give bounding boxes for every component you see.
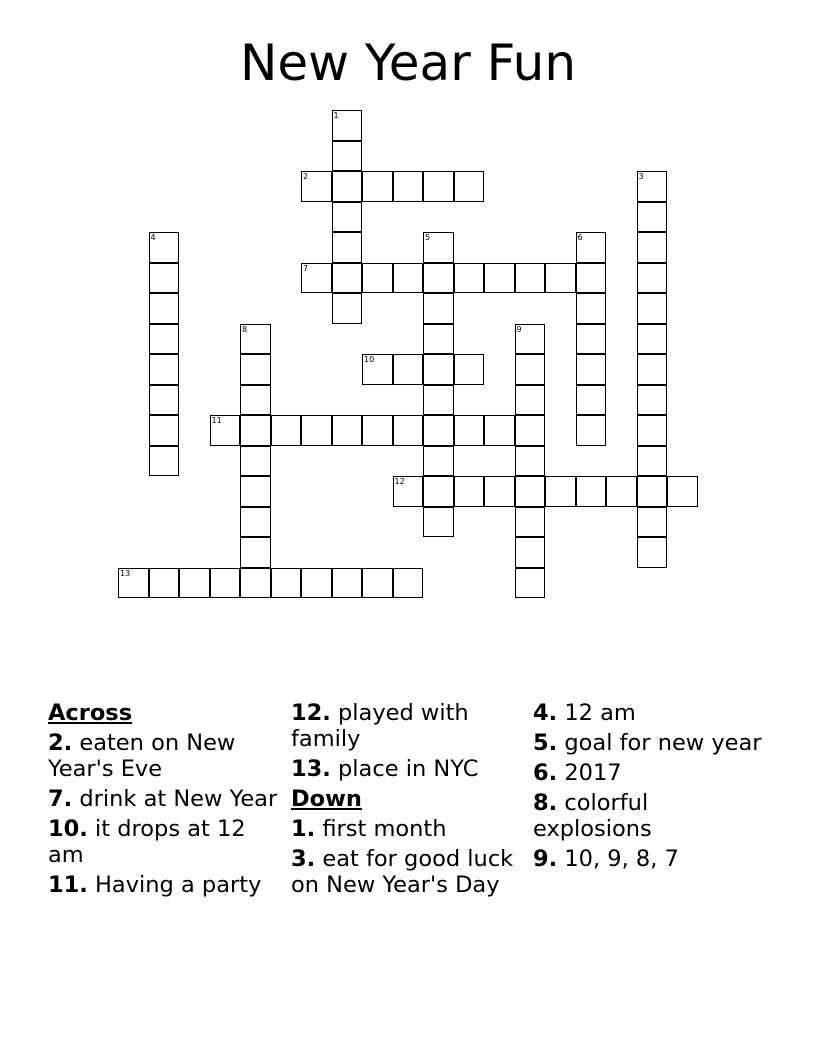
cell-number: 9: [516, 324, 522, 334]
grid-cell[interactable]: [332, 263, 363, 294]
grid-cell[interactable]: [637, 415, 668, 446]
clue-column-1: [48, 700, 278, 902]
grid-cell[interactable]: [515, 385, 546, 416]
clue-down-5: [533, 730, 773, 756]
grid-cell[interactable]: [240, 354, 271, 385]
cell-number: 10: [364, 355, 375, 364]
cell-number: 3: [638, 172, 644, 181]
grid-cell[interactable]: [271, 568, 302, 599]
grid-cell[interactable]: [637, 354, 668, 385]
clue-down-4: [533, 700, 773, 726]
grid-cell[interactable]: [423, 171, 454, 202]
grid-cell[interactable]: [332, 232, 363, 263]
grid-cell[interactable]: [240, 446, 271, 477]
cell-number: 11: [211, 416, 222, 425]
grid-cell[interactable]: [576, 263, 607, 294]
grid-cell[interactable]: [637, 385, 668, 416]
grid-cell[interactable]: [210, 568, 241, 599]
grid-cell[interactable]: [393, 263, 424, 294]
cell-number: 13: [120, 568, 131, 578]
grid-cell[interactable]: [149, 263, 180, 294]
grid-cell[interactable]: [393, 354, 424, 385]
clue-number: 10.: [48, 816, 88, 842]
grid-cell[interactable]: [240, 537, 271, 568]
clue-text: 10, 9, 8, 7: [564, 846, 679, 872]
clue-down-6: [533, 760, 773, 786]
grid-cell[interactable]: [637, 324, 668, 355]
grid-cell[interactable]: [576, 476, 607, 507]
grid-cell[interactable]: [240, 385, 271, 416]
grid-cell[interactable]: [393, 171, 424, 202]
grid-cell[interactable]: [423, 507, 454, 538]
grid-cell[interactable]: [637, 446, 668, 477]
clue-number: 5.: [533, 730, 558, 756]
clue-across-11: [48, 872, 278, 898]
clue-number: 6.: [533, 760, 558, 786]
grid-cell[interactable]: [637, 293, 668, 324]
clue-number: 8.: [533, 790, 558, 816]
grid-cell[interactable]: [545, 263, 576, 294]
cell-number: 5: [425, 233, 431, 242]
grid-cell[interactable]: [210, 415, 241, 446]
cell-number: 8: [242, 324, 248, 334]
clue-text: it drops at 12 am: [48, 816, 246, 868]
grid-cell[interactable]: [332, 415, 363, 446]
clue-across-7: [48, 786, 278, 812]
grid-cell[interactable]: [545, 476, 576, 507]
clue-across-2: [48, 730, 278, 782]
grid-cell[interactable]: [454, 171, 485, 202]
cell-number: 7: [303, 263, 309, 273]
grid-cell[interactable]: [484, 415, 515, 446]
clue-down-3: [291, 846, 521, 898]
grid-cell[interactable]: [515, 415, 546, 446]
clue-text: eaten on New Year's Eve: [48, 730, 236, 782]
grid-cell[interactable]: [149, 354, 180, 385]
grid-cell[interactable]: [515, 354, 546, 385]
grid-cell[interactable]: [393, 415, 424, 446]
clue-number: 4.: [533, 700, 558, 726]
grid-cell[interactable]: [515, 507, 546, 538]
clue-number: 12.: [291, 700, 331, 726]
grid-cell[interactable]: [423, 446, 454, 477]
grid-cell[interactable]: [362, 263, 393, 294]
grid-cell[interactable]: [240, 507, 271, 538]
grid-cell[interactable]: [515, 537, 546, 568]
grid-cell[interactable]: [362, 568, 393, 599]
clue-text: 12 am: [564, 700, 636, 726]
cell-number: 2: [303, 172, 309, 181]
clue-column-3: [533, 700, 773, 876]
puzzle-title: New Year Fun: [239, 34, 577, 92]
clue-number: 3.: [291, 846, 316, 872]
grid-cell[interactable]: [637, 232, 668, 263]
grid-cell[interactable]: [423, 354, 454, 385]
clue-text: Having a party: [95, 872, 262, 898]
grid-cell[interactable]: [637, 202, 668, 233]
clue-number: 7.: [48, 786, 73, 812]
clue-text: colorful explosions: [533, 790, 652, 842]
clue-text: first month: [322, 816, 447, 842]
grid-cell[interactable]: [332, 293, 363, 324]
grid-cell[interactable]: [576, 324, 607, 355]
grid-cell[interactable]: [515, 476, 546, 507]
grid-cell[interactable]: [423, 232, 454, 263]
grid-cell[interactable]: [301, 568, 332, 599]
grid-cell[interactable]: [393, 476, 424, 507]
grid-cell[interactable]: [240, 324, 271, 355]
clue-text: place in NYC: [338, 756, 479, 782]
grid-cell[interactable]: [332, 171, 363, 202]
down-heading: Down: [291, 786, 362, 812]
grid-cell[interactable]: [484, 476, 515, 507]
clue-number: 9.: [533, 846, 558, 872]
grid-cell[interactable]: [362, 415, 393, 446]
grid-cell[interactable]: [454, 263, 485, 294]
clue-text: goal for new year: [564, 730, 762, 756]
grid-cell[interactable]: [149, 385, 180, 416]
grid-cell[interactable]: [454, 476, 485, 507]
grid-cell[interactable]: [332, 110, 363, 141]
grid-cell[interactable]: [271, 415, 302, 446]
clue-number: 11.: [48, 872, 88, 898]
grid-cell[interactable]: [484, 263, 515, 294]
clue-across-10: [48, 816, 278, 868]
grid-cell[interactable]: [515, 263, 546, 294]
grid-cell[interactable]: [423, 263, 454, 294]
grid-cell[interactable]: [576, 354, 607, 385]
grid-cell[interactable]: [240, 476, 271, 507]
grid-cell[interactable]: [423, 415, 454, 446]
grid-cell[interactable]: [301, 263, 332, 294]
grid-cell[interactable]: [667, 476, 698, 507]
grid-cell[interactable]: [576, 232, 607, 263]
clue-number: 13.: [291, 756, 331, 782]
grid-cell[interactable]: [332, 202, 363, 233]
grid-cell[interactable]: [423, 324, 454, 355]
grid-cell[interactable]: [576, 385, 607, 416]
grid-cell[interactable]: [332, 568, 363, 599]
clue-text: played with family: [291, 700, 469, 752]
grid-cell[interactable]: [454, 354, 485, 385]
grid-cell[interactable]: [576, 293, 607, 324]
grid-cell[interactable]: [576, 415, 607, 446]
grid-cell[interactable]: [149, 232, 180, 263]
grid-cell[interactable]: [423, 385, 454, 416]
grid-cell[interactable]: [149, 446, 180, 477]
grid-cell[interactable]: [332, 141, 363, 172]
grid-cell[interactable]: [637, 537, 668, 568]
grid-cell[interactable]: [637, 263, 668, 294]
clue-column-2: [291, 700, 521, 902]
grid-cell[interactable]: [240, 415, 271, 446]
grid-cell[interactable]: [637, 476, 668, 507]
grid-cell[interactable]: [393, 568, 424, 599]
clue-text: eat for good luck on New Year's Day: [291, 846, 514, 898]
clue-number: 2.: [48, 730, 73, 756]
grid-cell[interactable]: [240, 568, 271, 599]
across-heading: Across: [48, 700, 133, 726]
clue-down-8: [533, 790, 773, 842]
grid-cell[interactable]: [606, 476, 637, 507]
cell-number: 6: [577, 233, 583, 242]
clue-down-9: [533, 846, 773, 872]
clue-down-1: [291, 816, 521, 842]
grid-cell[interactable]: [362, 354, 393, 385]
grid-cell[interactable]: [454, 415, 485, 446]
grid-cell[interactable]: [149, 568, 180, 599]
grid-cell[interactable]: [637, 171, 668, 202]
grid-cell[interactable]: [301, 171, 332, 202]
grid-cell[interactable]: [179, 568, 210, 599]
cell-number: 1: [333, 111, 339, 120]
cell-number: 4: [150, 233, 156, 242]
grid-cell[interactable]: [423, 293, 454, 324]
clue-across-13: [291, 756, 521, 782]
grid-cell[interactable]: [149, 324, 180, 355]
grid-cell[interactable]: [637, 507, 668, 538]
grid-cell[interactable]: [362, 171, 393, 202]
grid-cell[interactable]: [423, 476, 454, 507]
grid-cell[interactable]: [515, 446, 546, 477]
clue-text: 2017: [564, 760, 622, 786]
cell-number: 12: [394, 477, 405, 486]
clue-number: 1.: [291, 816, 316, 842]
clue-text: drink at New Year: [79, 786, 278, 812]
grid-cell[interactable]: [515, 568, 546, 599]
clue-across-12: [291, 700, 521, 752]
grid-cell[interactable]: [515, 324, 546, 355]
grid-cell[interactable]: [149, 415, 180, 446]
grid-cell[interactable]: [118, 568, 149, 599]
grid-cell[interactable]: [301, 415, 332, 446]
grid-cell[interactable]: [149, 293, 180, 324]
